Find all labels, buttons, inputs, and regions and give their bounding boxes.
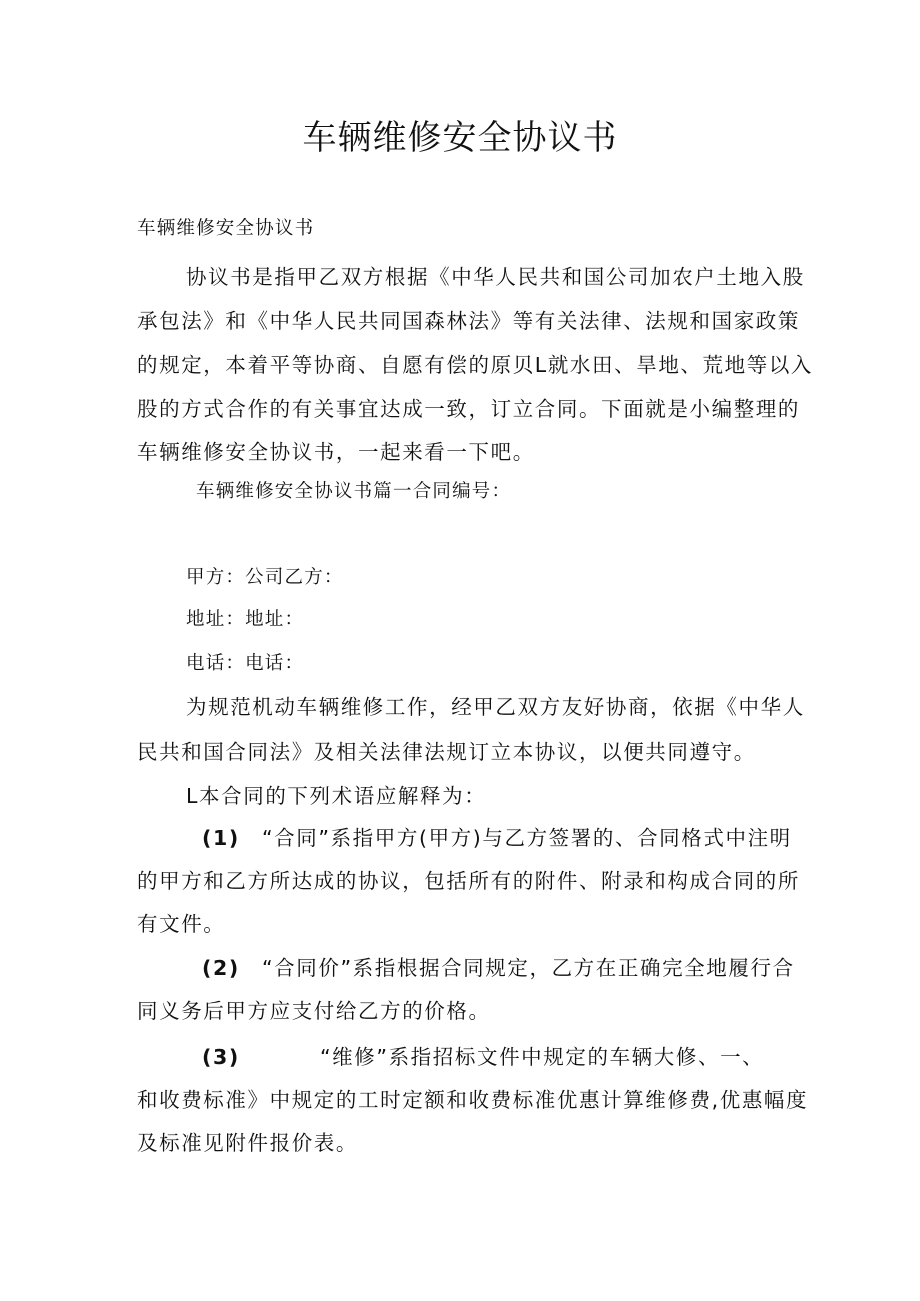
term-3-line-2: 和收费标准》中规定的工时定额和收费标准优惠计算维修费,优惠幅度: [137, 1088, 809, 1112]
intro-line-4: 股的方式合作的有关事宜达成一致，订立合同。下面就是小编整理的: [137, 397, 800, 421]
intro-line-5: 车辆维修安全协议书，一起来看一下吧。: [137, 440, 535, 464]
intro-line-3: 的规定，本着平等协商、自愿有偿的原贝L就水田、旱地、荒地等以入: [137, 353, 814, 377]
term-2-text: “合同价”系指根据合同规定，乙方在正确完全地履行合: [261, 956, 795, 980]
document-title: 车辆维修安全协议书: [302, 118, 618, 158]
terms-heading: L本合同的下列术语应解释为：: [186, 784, 487, 808]
address-line: 地址：地址：: [186, 609, 305, 630]
term-1-text: “合同”系指甲方(甲方)与乙方签署的、合同格式中注明: [261, 826, 792, 850]
term-1-line-3: 有文件。: [137, 912, 226, 936]
term-3-number: (3): [202, 1045, 240, 1069]
term-1-number: (1): [202, 826, 240, 850]
party-line: 甲方：公司乙方：: [186, 567, 344, 588]
term-3-line-1: [202, 1040, 764, 1070]
term-2-line-1: [202, 951, 795, 981]
term-1-line-1: [202, 821, 792, 851]
term-3-text: “维修”系指招标文件中规定的车辆大修、一、: [319, 1045, 765, 1069]
purpose-line-2: 民共和国合同法》及相关法律法规订立本协议，以便共同遵守。: [137, 740, 756, 764]
purpose-line-1: 为规范机动车辆维修工作，经甲乙双方友好协商，依据《中华人: [186, 695, 805, 719]
term-2-number: (2): [202, 956, 240, 980]
term-1-line-2: 的甲方和乙方所达成的协议，包括所有的附件、附录和构成合同的所: [137, 869, 800, 893]
term-2-line-2: 同义务后甲方应支付给乙方的价格。: [137, 999, 491, 1023]
intro-line-2: 承包法》和《中华人民共同国森林法》等有关法律、法规和国家政策: [137, 309, 800, 333]
subtitle: 车辆维修安全协议书: [137, 218, 315, 239]
phone-line: 电话：电话：: [186, 653, 305, 674]
section-heading: 车辆维修安全协议书篇一合同编号：: [196, 481, 512, 502]
term-3-line-3: 及标准见附件报价表。: [137, 1131, 358, 1155]
intro-line-1: 协议书是指甲乙双方根据《中华人民共和国公司加农户土地入股: [186, 265, 805, 289]
